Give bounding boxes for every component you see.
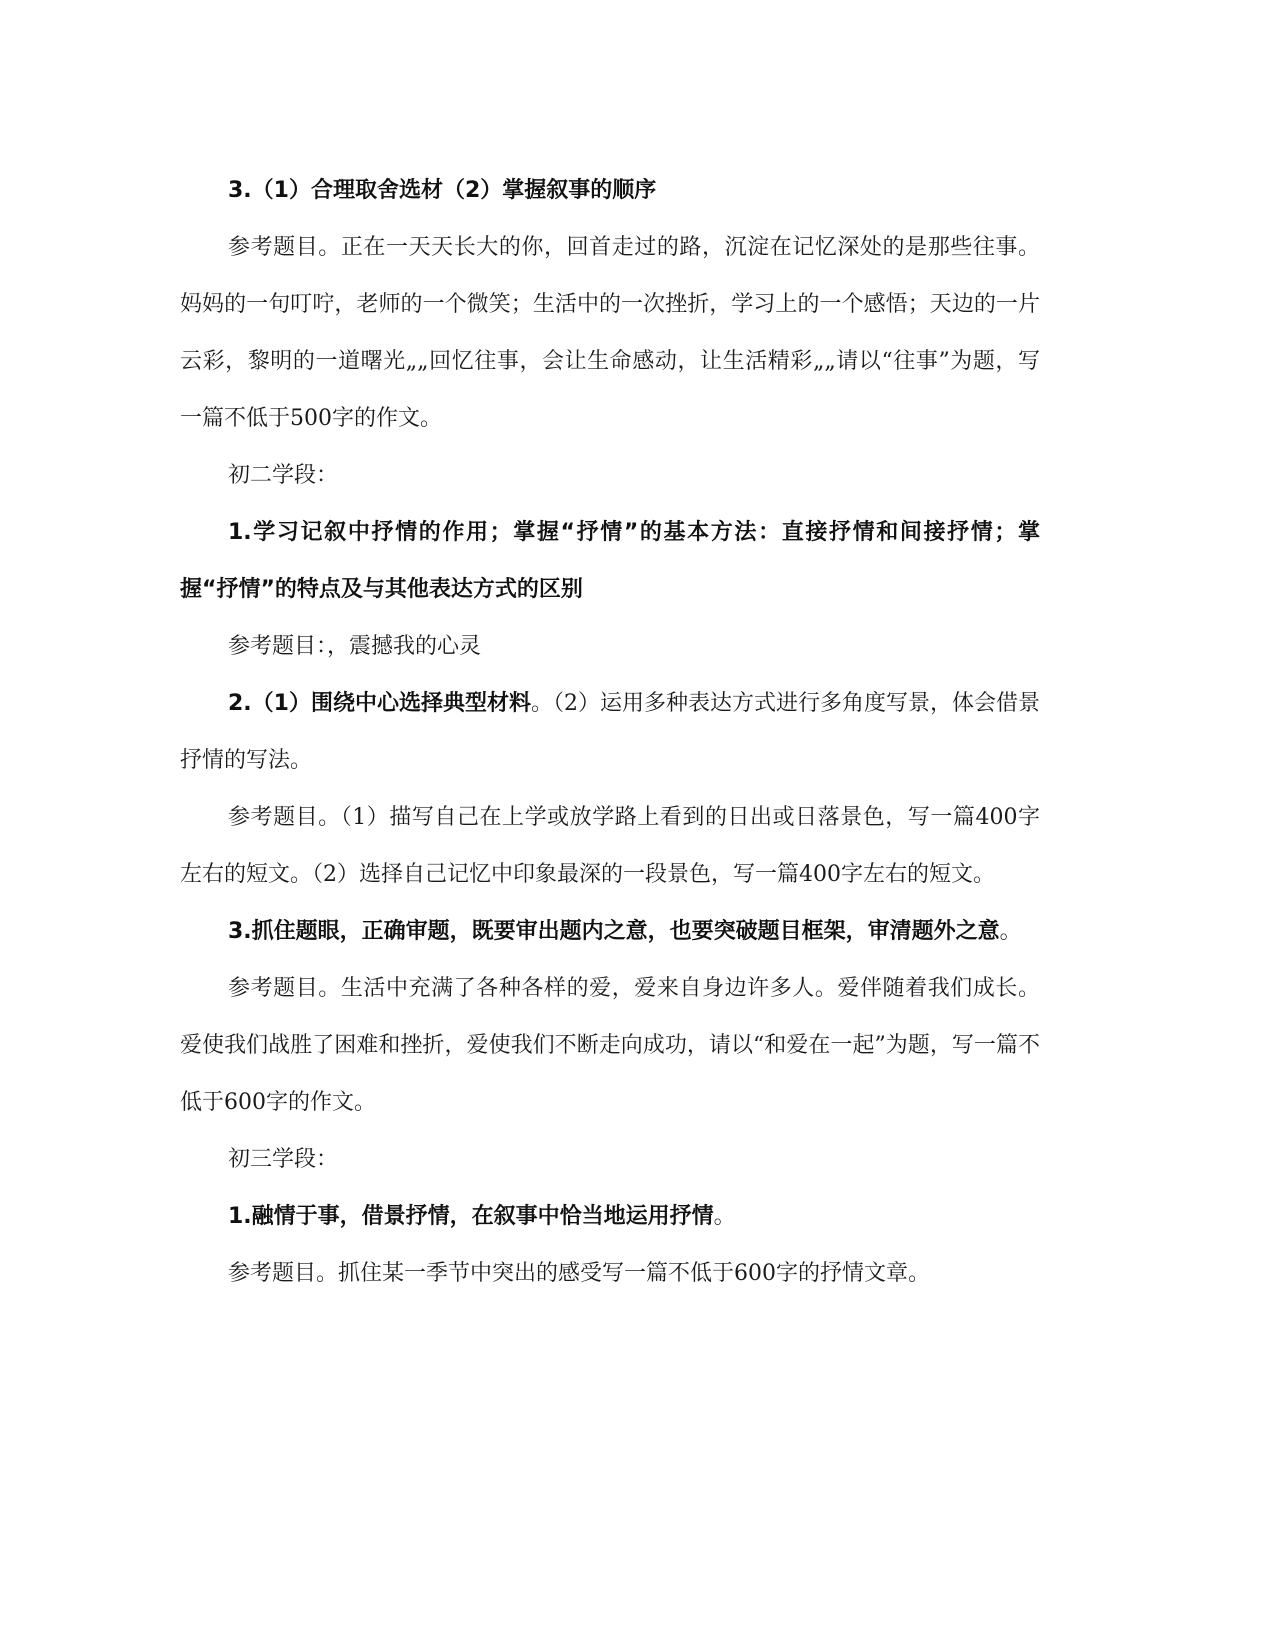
- paragraph-text: 。: [713, 1204, 736, 1229]
- paragraph-bold-text: 1.学习记叙中抒情的作用；掌握“抒情”的基本方法：直接抒情和间接抒情；掌握“抒情”的特点及与其他表达方式的区别: [180, 520, 1040, 602]
- paragraph-text: 。（2）运用多种表达方式进行多角度写景，体会借景抒情的写法。: [180, 691, 1040, 773]
- heading-paragraph: [180, 675, 1040, 789]
- paragraph-bold-text: 2.（1）围绕中心选择典型材料: [228, 691, 531, 716]
- paragraph-bold-text: 3.（1）合理取舍选材（2）掌握叙事的顺序: [228, 178, 657, 203]
- section-label: [180, 447, 1040, 504]
- body-paragraph: [180, 219, 1040, 447]
- paragraph-text: 初二学段：: [228, 463, 339, 488]
- paragraph-bold-text: 3.抓住题眼，正确审题，既要审出题内之意，也要突破题目框架，审清题外之意: [228, 919, 1000, 944]
- body-paragraph: [180, 1245, 1040, 1302]
- paragraph-text: 参考题目：，震撼我的心灵: [228, 634, 482, 659]
- body-paragraph: [180, 618, 1040, 675]
- paragraph-bold-text: 1.融情于事，借景抒情，在叙事中恰当地运用抒情: [228, 1204, 714, 1229]
- heading-paragraph: [180, 1188, 1040, 1245]
- paragraph-text: 。: [999, 919, 1022, 944]
- paragraph-text: 初三学段：: [228, 1147, 339, 1172]
- paragraph-text: 参考题目。抓住某一季节中突出的感受写一篇不低于600字的抒情文章。: [228, 1261, 930, 1286]
- heading-paragraph: [180, 903, 1040, 960]
- section-label: [180, 1131, 1040, 1188]
- paragraph-text: 参考题目。（1）描写自己在上学或放学路上看到的日出或日落景色，写一篇400字左右的短文。（2）选择自己记忆中印象最深的一段景色，写一篇400字左右的短文。: [180, 805, 1040, 887]
- paragraph-text: 参考题目。正在一天天长大的你，回首走过的路，沉淀在记忆深处的是那些往事。妈妈的一句叮咛，老师的一个微笑；生活中的一次挫折，学习上的一个感悟；天边的一片云彩，黎明的一道曙光„„回忆往事，会让生命感动，让生活精彩„„请以“往事”为题，写一篇不低于500字的作文。: [180, 235, 1040, 431]
- body-paragraph: [180, 789, 1040, 903]
- body-paragraph: [180, 960, 1040, 1131]
- heading-paragraph: [180, 504, 1040, 618]
- paragraph-text: 参考题目。生活中充满了各种各样的爱，爱来自身边许多人。爱伴随着我们成长。爱使我们战胜了困难和挫折，爱使我们不断走向成功，请以“和爱在一起”为题，写一篇不低于600字的作文。: [180, 976, 1040, 1115]
- document-body: [180, 162, 1040, 1302]
- heading-paragraph: [180, 162, 1040, 219]
